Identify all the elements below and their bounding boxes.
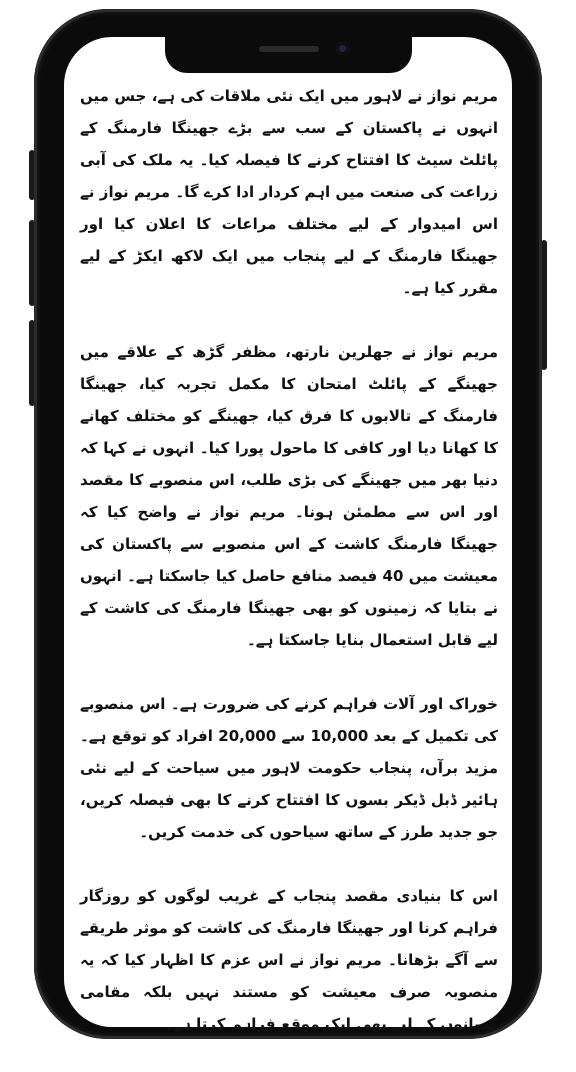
- article-body: [80, 80, 498, 1072]
- front-camera-icon: [336, 42, 349, 55]
- article-paragraph: مریم نواز نے جھلرین نارتھ، مظفر گڑھ کے علاقے میں جھینگے کے پائلٹ امتحان کا مکمل تجربہ کیا، جھینگا فارمنگ کے تالابوں کا فرق کیا، جھینگے کو مختلف کھانے کا کھانا دیا اور کافی کا ماحول پورا کیا۔ انہوں نے کہا کہ دنیا بھر میں جھینگے کی بڑی طلب، اس منصوبے کا مقصد اور اس سے مطمئن ہونا۔ مریم نواز نے واضح کیا کہ جھینگا فارمنگ کاشت کے اس منصوبے سے پاکستان کی معیشت میں 40 فیصد منافع حاصل کیا جاسکتا ہے۔ انہوں نے بتایا کہ زمینوں کو بھی جھینگا فارمنگ کی کاشت کے لیے قابل استعمال بنایا جاسکتا ہے۔: [80, 343, 499, 649]
- article-paragraph: مریم نواز نے لاہور میں ایک نئی ملاقات کی ہے، جس میں انہوں نے پاکستان کے سب سے بڑے جھینگا فارمنگ کے پائلٹ سیٹ کا افتتاح کرنے کا فیصلہ کیا۔ یہ ملک کی آبی زراعت کی صنعت میں اہم کردار ادا کرے گا۔ مریم نواز نے اس امیدوار کے لیے مختلف مراعات کا اعلان کیا اور جھینگا فارمنگ کے لیے پنجاب میں ایک لاکھ ایکڑ کے لیے مقرر کیا ہے۔: [80, 87, 498, 297]
- article-paragraph: خوراک اور آلات فراہم کرنے کی ضرورت ہے۔ اس منصوبے کی تکمیل کے بعد 10,000 سے 20,000 افراد کو توقع ہے۔ مزید برآں، پنجاب حکومت لاہور میں سیاحت کے لیے نئی ہائیر ڈبل ڈیکر بسوں کا افتتاح کرنے کا بھی فیصلہ کریں، جو جدید طرز کے ساتھ سیاحوں کی خدمت کریں۔: [80, 695, 499, 841]
- article-paragraph: اس کا بنیادی مقصد پنجاب کے غریب لوگوں کو روزگار فراہم کرنا اور جھینگا فارمنگ کی کاشت کو موثر طریقے سے آگے بڑھانا۔ مریم نواز نے اس عزم کا اظہار کیا کہ یہ منصوبہ صرف معیشت کو مستند نہیں بلکہ مقامی کسانوں کے لیے بھی ایک موقع فراہم کرتا ہے۔: [80, 887, 498, 1033]
- notch: [165, 37, 412, 73]
- earpiece-speaker: [259, 46, 319, 52]
